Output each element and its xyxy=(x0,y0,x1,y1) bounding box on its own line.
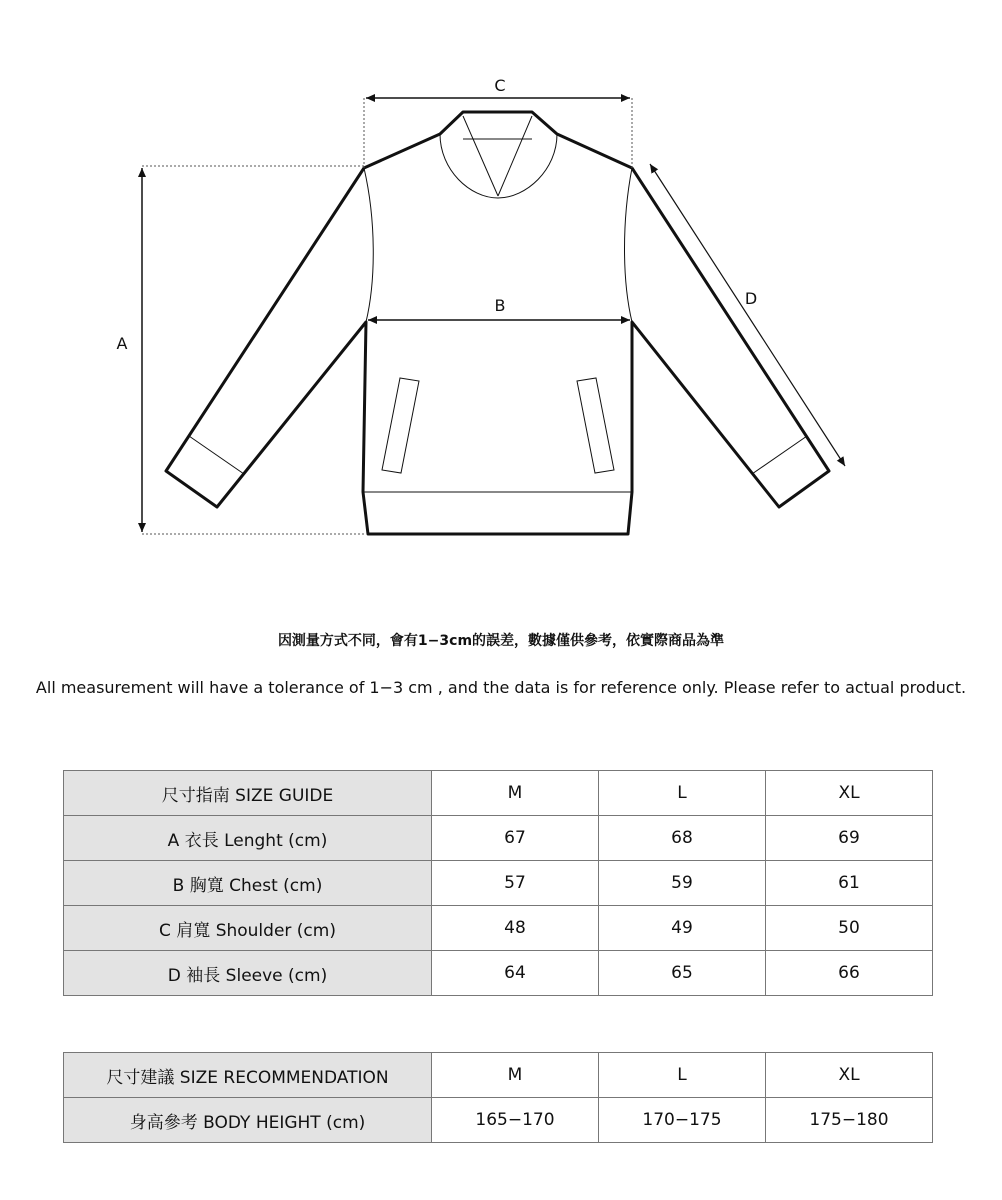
table-cell: 165−170 xyxy=(432,1098,599,1143)
row-label-sleeve: D 袖長 Sleeve (cm) xyxy=(64,951,432,996)
table-cell: 61 xyxy=(766,861,933,906)
table-cell: 64 xyxy=(432,951,599,996)
table-header-row xyxy=(64,1053,933,1098)
table-cell: 69 xyxy=(766,816,933,861)
table-cell: 68 xyxy=(599,816,766,861)
label-d: D xyxy=(744,289,758,308)
table-header-row xyxy=(64,771,933,816)
size-header-xl: XL xyxy=(766,1053,933,1098)
table-row xyxy=(64,906,933,951)
size-guide-table xyxy=(63,770,933,996)
table-cell: 170−175 xyxy=(599,1098,766,1143)
size-header-m: M xyxy=(432,771,599,816)
label-b: B xyxy=(494,296,506,315)
size-guide-title: 尺寸指南 SIZE GUIDE xyxy=(64,771,432,816)
table-cell: 175−180 xyxy=(766,1098,933,1143)
label-c: C xyxy=(494,76,506,95)
tolerance-note-zh: 因測量方式不同，會有1−3cm的誤差，數據僅供參考，依實際商品為準 xyxy=(277,633,725,649)
table-cell: 59 xyxy=(599,861,766,906)
size-recommendation-title: 尺寸建議 SIZE RECOMMENDATION xyxy=(64,1053,432,1098)
row-label-body-height: 身高參考 BODY HEIGHT (cm) xyxy=(64,1098,432,1143)
table-row xyxy=(64,861,933,906)
size-recommendation-table xyxy=(63,1052,933,1143)
table-row xyxy=(64,816,933,861)
table-cell: 50 xyxy=(766,906,933,951)
size-header-l: L xyxy=(599,771,766,816)
size-header-l: L xyxy=(599,1053,766,1098)
row-label-chest: B 胸寬 Chest (cm) xyxy=(64,861,432,906)
table-cell: 67 xyxy=(432,816,599,861)
tolerance-note-en: All measurement will have a tolerance of 1−3 cm , and the data is for reference only. Please refer to actual product. xyxy=(35,678,967,697)
table-cell: 48 xyxy=(432,906,599,951)
size-header-xl: XL xyxy=(766,771,933,816)
table-cell: 57 xyxy=(432,861,599,906)
measurement-diagram xyxy=(0,0,1002,560)
row-label-shoulder: C 肩寬 Shoulder (cm) xyxy=(64,906,432,951)
row-label-length: A 衣長 Lenght (cm) xyxy=(64,816,432,861)
table-row xyxy=(64,1098,933,1143)
size-header-m: M xyxy=(432,1053,599,1098)
table-row xyxy=(64,951,933,996)
sweatshirt-outline xyxy=(166,112,829,534)
label-a: A xyxy=(116,334,128,353)
table-cell: 66 xyxy=(766,951,933,996)
table-cell: 49 xyxy=(599,906,766,951)
table-cell: 65 xyxy=(599,951,766,996)
